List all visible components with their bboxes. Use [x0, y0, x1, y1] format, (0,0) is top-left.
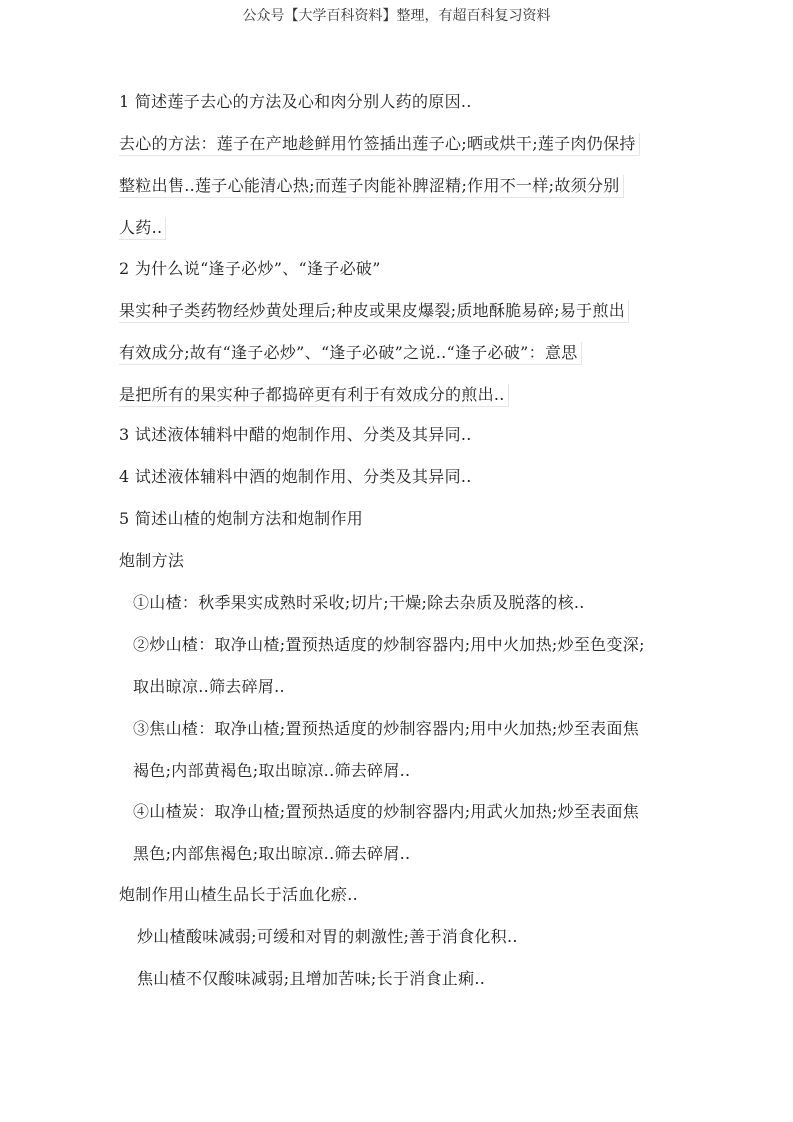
question-2: 2 为什么说“逢子必炒”、“逢子必破”: [119, 259, 381, 278]
method-4-line-2: 黑色;内部焦褐色;取出晾凉..筛去碎屑..: [133, 844, 411, 863]
method-4-line-1: ④山楂炭：取净山楂;置预热适度的炒制容器内;用武火加热;炒至表面焦: [133, 802, 640, 821]
answer-2-line-3: 是把所有的果实种子都捣碎更有利于有效成分的煎出..: [119, 384, 509, 407]
method-2-line-1: ②炒山楂：取净山楂;置预热适度的炒制容器内;用中火加热;炒至色变深;: [133, 635, 645, 654]
question-4: 4 试述液体辅料中酒的炮制作用、分类及其异同..: [119, 467, 472, 486]
question-5: 5 简述山楂的炮制方法和炮制作用: [119, 509, 364, 528]
method-3-line-1: ③焦山楂：取净山楂;置预热适度的炒制容器内;用中火加热;炒至表面焦: [133, 719, 640, 738]
method-1: ①山楂：秋季果实成熟时采收;切片;干燥;除去杂质及脱落的核..: [133, 593, 585, 612]
answer-2-line-2: 有效成分;故有“逢子必炒”、“逢子必破”之说..“逢子必破”：意思: [119, 342, 582, 365]
answer-1-line-3: 人药..: [119, 217, 166, 240]
method-3-line-2: 褐色;内部黄褐色;取出晾凉..筛去碎屑..: [133, 761, 411, 780]
answer-1-line-1: 去心的方法：莲子在产地趁鲜用竹签插出莲子心;晒或烘干;莲子肉仍保持: [119, 133, 640, 156]
page-header: 公众号【大学百科资料】整理，有超百科复习资料: [242, 8, 551, 24]
section-heading-methods: 炮制方法: [119, 551, 185, 570]
effect-jiaoshanzha: 焦山楂不仅酸味减弱;且增加苦味;长于消食止痢..: [137, 969, 486, 988]
question-3: 3 试述液体辅料中醋的炮制作用、分类及其异同..: [119, 425, 472, 444]
answer-1-line-2: 整粒出售..莲子心能清心热;而莲子肉能补脾涩精;作用不一样;故须分别: [119, 175, 624, 198]
method-2-line-2: 取出晾凉..筛去碎屑..: [133, 677, 285, 696]
question-1: 1 简述莲子去心的方法及心和肉分别人药的原因..: [119, 92, 472, 111]
effect-chaoshanzha: 炒山楂酸味减弱;可缓和对胃的刺激性;善于消食化积..: [137, 927, 518, 946]
effects-heading: 炮制作用山楂生品长于活血化瘀..: [119, 885, 358, 904]
answer-2-line-1: 果实种子类药物经炒黄处理后;种皮或果皮爆裂;质地酥脆易碎;易于煎出: [119, 300, 629, 323]
